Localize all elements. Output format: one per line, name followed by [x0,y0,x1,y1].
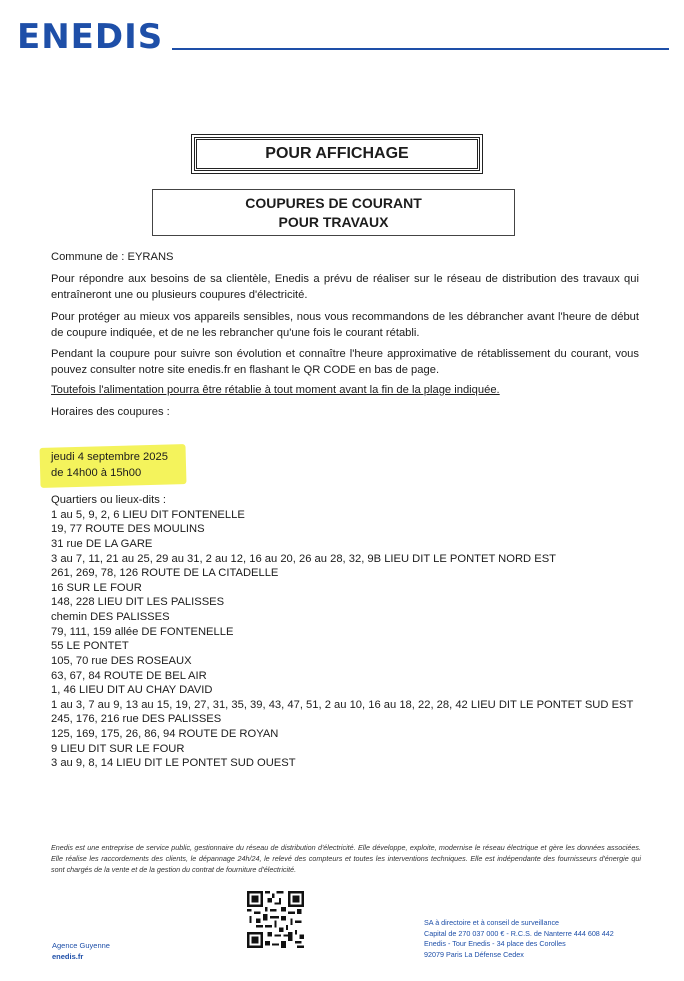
location-item: 19, 77 ROUTE DES MOULINS [51,523,205,536]
legal-block [424,918,614,960]
warning-line: Toutefois l'alimentation pourra être rétablie à tout moment avant la fin de la plage indiquée. [51,384,500,396]
location-item: 55 LE PONTET [51,640,129,653]
location-item: 125, 169, 175, 26, 86, 94 ROUTE DE ROYAN [51,728,279,740]
location-item: 1, 46 LIEU DIT AU CHAY DAVID [51,684,213,697]
paragraph-advice: Pour protéger au mieux vos appareils sensibles, nous vous recommandons de les débrancher avant l'heure de début de coupure indiquée, et de ne les rebrancher qu'une fois le courant rétabli. [51,311,639,339]
enedis-logo [17,17,163,57]
agency-name: Agence Guyenne [52,941,110,950]
location-item: 16 SUR LE FOUR [51,581,142,594]
locations-label: Quartiers ou lieux-dits : [51,494,167,506]
location-item: 148, 228 LIEU DIT LES PALISSES [51,596,225,609]
location-item: 1 au 5, 9, 2, 6 LIEU DIT FONTENELLE [51,508,245,521]
location-item: 3 au 9, 8, 14 LIEU DIT LE PONTET SUD OUEST [51,757,296,770]
subtitle-line-2: POUR TRAVAUX [278,214,389,230]
location-item: 79, 111, 159 allée DE FONTENELLE [51,625,234,638]
schedule-time: de 14h00 à 15h00 [51,467,142,479]
agency-block [52,940,110,962]
qr-code-icon[interactable] [247,891,304,948]
website-link[interactable]: enedis.fr [52,952,84,961]
location-item: 1 au 3, 7 au 9, 13 au 15, 19, 27, 31, 35, 39, 43, 47, 51, 2 au 10, 16 au 18, 22, 28, 42 LIEU DIT LE PONTET SUD EST [51,698,634,711]
header-rule [172,48,669,50]
legal-line: Capital de 270 037 000 € - R.C.S. de Nanterre 444 608 442 [424,928,614,938]
location-item: 9 LIEU DIT SUR LE FOUR [51,742,185,755]
subtitle-line-1: COUPURES DE COURANT [245,195,422,211]
location-item: 3 au 7, 11, 21 au 25, 29 au 31, 2 au 12, 16 au 20, 26 au 28, 32, 9B LIEU DIT LE PONTET NORD EST [51,552,556,565]
legal-line: Enedis - Tour Enedis - 34 place des Corolles [424,939,566,948]
location-item: 105, 70 rue DES ROSEAUX [51,654,192,667]
legal-line: 92079 Paris La Défense Cedex [424,949,524,959]
location-item: 63, 67, 84 ROUTE DE BEL AIR [51,669,207,682]
paragraph-intro: Pour répondre aux besoins de sa clientèle, Enedis a prévu de réaliser sur le réseau de distribution des travaux qui entraîneront une ou plusieurs coupures d'électricité. [51,273,639,301]
schedule [51,449,168,481]
logo-text: ENEDIS [17,17,164,57]
locations-list [51,493,633,771]
location-item: 261, 269, 78, 126 ROUTE DE LA CITADELLE [51,567,279,580]
schedule-date: jeudi 4 septembre 2025 [51,451,168,463]
paragraph-qr-info: Pendant la coupure pour suivre son évolution et connaître l'heure approximative de rétablissement du courant, vous pouvez consulter notre site enedis.fr en flashant le QR CODE en bas de page. [51,348,639,376]
location-item: chemin DES PALISSES [51,611,170,623]
company-description: Enedis est une entreprise de service public, gestionnaire du réseau de distribution d'électricité. Elle développe, exploite, modernise le réseau électrique et gère les données associées. Elle réalise les raccordements des clients, le dépannage 24h/24, le relevé des compteurs et toutes les interventions techniques. Elle est indépendante des fournisseurs d'énergie qui sont chargés de la vente et de la gestion du contrat de fourniture d'électricité. [51,843,641,874]
legal-line: SA à directoire et à conseil de surveillance [424,918,560,927]
location-item: 31 rue DE LA GARE [51,537,153,550]
commune-line: Commune de : EYRANS [51,251,174,263]
location-item: 245, 176, 216 rue DES PALISSES [51,713,222,726]
subtitle-box [152,189,515,236]
schedule-label: Horaires des coupures : [51,406,170,418]
title-box: POUR AFFICHAGE [194,137,480,171]
